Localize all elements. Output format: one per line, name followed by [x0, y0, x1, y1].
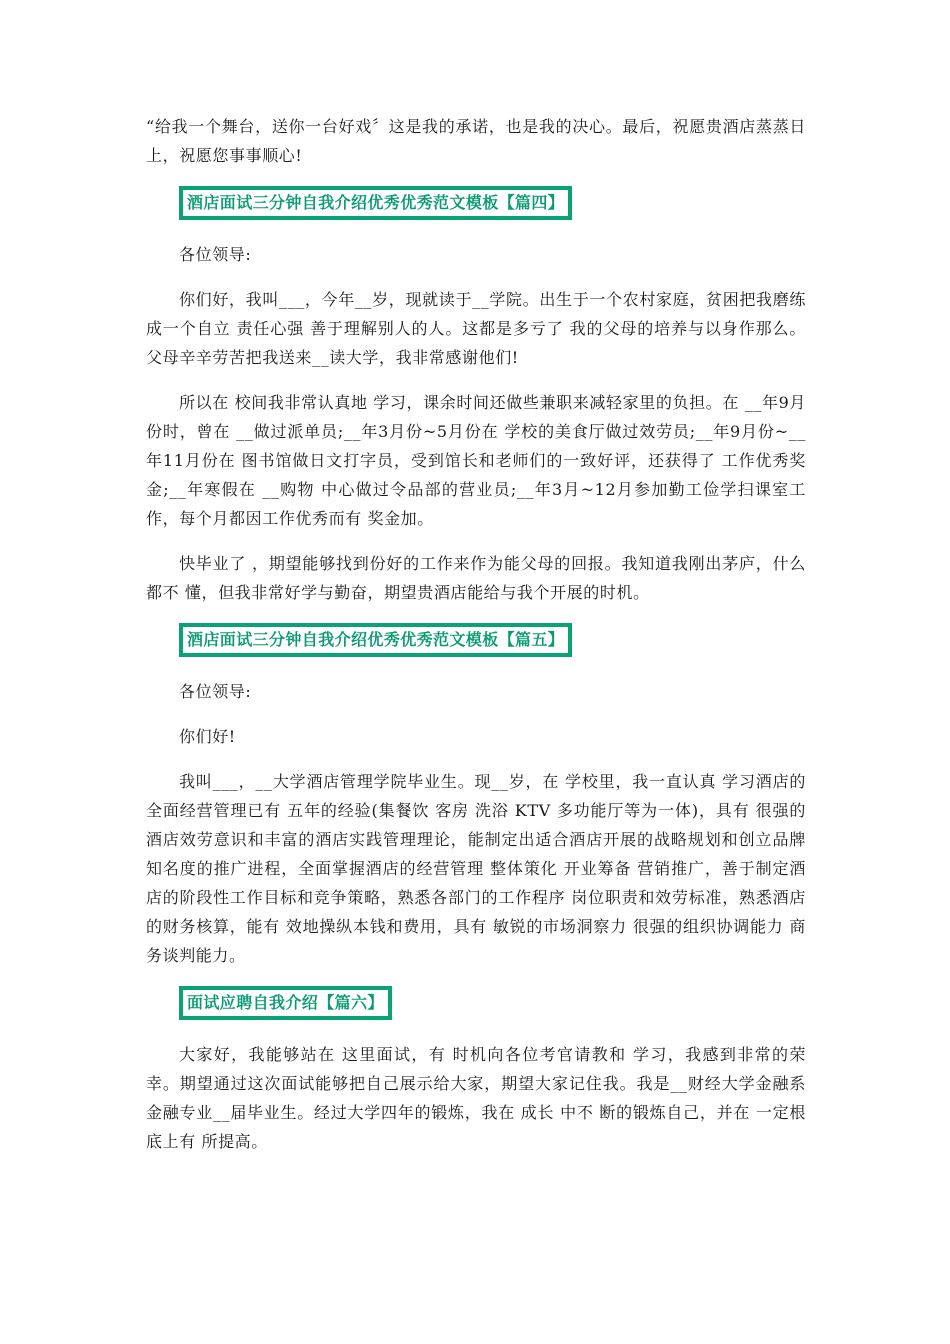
- section6-heading-wrap: [146, 986, 806, 1020]
- section4-heading: 酒店面试三分钟自我介绍优秀优秀范文模板【篇四】: [179, 186, 572, 220]
- section4-heading-wrap: [146, 186, 806, 220]
- section5-heading: 酒店面试三分钟自我介绍优秀优秀范文模板【篇五】: [179, 623, 572, 657]
- document-page: [146, 112, 806, 1156]
- section4-paragraph-1: 你们好，我叫___，今年__岁，现就读于__学院。出生于一个农村家庭，贫困把我磨练成一个自立 责任心强 善于理解别人的人。这都是多亏了 我的父母的培养与以身作那么。父母辛辛劳苦把我送来__读大学，我非常感谢他们!: [146, 290, 806, 367]
- section5-paragraph-1: 我叫___，__大学酒店管理学院毕业生。现__岁，在 学校里，我一直认真 学习酒店的全面经营管理已有 五年的经验(集餐饮 客房 洗浴 KTV 多功能厅等为一体)，具有 很强的酒店效劳意识和丰富的酒店实践管理理论，能制定出适合酒店开展的战略规划和创立品牌知名度的推广进程，全面掌握酒店的经营管理 整体策化 开业筹备 营销推广，善于制定酒店的阶段性工作目标和竞争策略，熟悉各部门的工作程序 岗位职责和效劳标准，熟悉酒店的财务核算，能有 效地操纵本钱和费用，具有 敏锐的市场洞察力 很强的组织协调能力 商务谈判能力。: [146, 772, 806, 965]
- section5-greeting: 各位领导:: [179, 682, 252, 701]
- section5-hello: 你们好!: [179, 727, 236, 746]
- section4-paragraph-2: 所以在 校间我非常认真地 学习，课余时间还做些兼职来减轻家里的负担。在 __年9月份时，曾在 __做过派单员;__年3月份~5月份在 学校的美食厅做过效劳员;__年9月份~__年11月份在 图书馆做日文打字员，受到馆长和老师们的一致好评，还获得了 工作优秀奖金;__年寒假在 __购物 中心做过令品部的营业员;__年3月~12月参加勤工俭学扫课室工作，每个月都因工作优秀而有 奖金加。: [146, 393, 806, 528]
- section6-paragraph-1: 大家好，我能够站在 这里面试，有 时机向各位考官请教和 学习，我感到非常的荣幸。期望通过这次面试能够把自己展示给大家，期望大家记住我。我是__财经大学金融系金融专业__届毕业生。经过大学四年的锻炼，我在 成长 中不 断的锻炼自己，并在 一定根底上有 所提高。: [146, 1045, 806, 1151]
- intro-paragraph: “给我一个舞台，送你一台好戏〞这是我的承诺，也是我的决心。最后，祝愿贵酒店蒸蒸日上，祝愿您事事顺心!: [146, 117, 806, 165]
- section6-heading: 面试应聘自我介绍【篇六】: [179, 986, 392, 1020]
- section5-heading-wrap: [146, 623, 806, 657]
- section4-greeting: 各位领导:: [179, 245, 252, 264]
- section4-paragraph-3: 快毕业了 ，期望能够找到份好的工作来作为能父母的回报。我知道我刚出茅庐，什么都不 懂，但我非常好学与勤奋，期望贵酒店能给与我个开展的时机。: [146, 554, 806, 602]
